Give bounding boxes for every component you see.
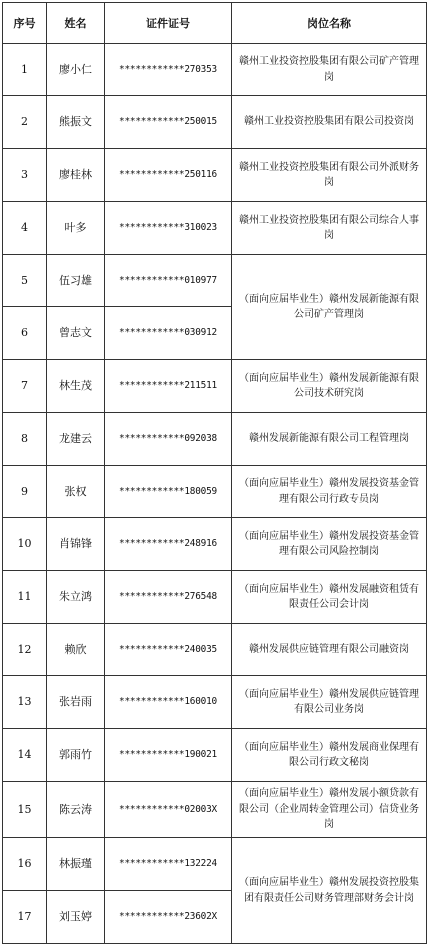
row-name: 廖桂林 <box>47 149 105 202</box>
table-header-row <box>3 3 427 44</box>
row-name: 张岩雨 <box>47 676 105 729</box>
row-no: 10 <box>3 518 47 571</box>
row-name: 朱立鸿 <box>47 571 105 624</box>
row-no: 11 <box>3 571 47 624</box>
row-id: ************190021 <box>105 729 232 782</box>
row-name: 肖锦锋 <box>47 518 105 571</box>
table-row <box>3 360 427 413</box>
table-row <box>3 782 427 838</box>
table-row <box>3 149 427 202</box>
row-id: ************310023 <box>105 202 232 255</box>
table-row <box>3 413 427 466</box>
table-row <box>3 676 427 729</box>
row-id: ************030912 <box>105 307 232 360</box>
row-name: 曾志文 <box>47 307 105 360</box>
row-id: ************250116 <box>105 149 232 202</box>
table-row <box>3 255 427 307</box>
row-no: 6 <box>3 307 47 360</box>
row-position: 赣州工业投资控股集团有限公司投资岗 <box>232 96 427 149</box>
row-no: 5 <box>3 255 47 307</box>
header-position: 岗位名称 <box>232 3 427 44</box>
row-id: ************270353 <box>105 44 232 96</box>
table-row <box>3 729 427 782</box>
row-position: 赣州工业投资控股集团有限公司外派财务岗 <box>232 149 427 202</box>
row-no: 17 <box>3 891 47 944</box>
row-no: 14 <box>3 729 47 782</box>
table-row <box>3 466 427 518</box>
row-id: ************250015 <box>105 96 232 149</box>
row-position: （面向应届毕业生）赣州发展新能源有限公司技术研究岗 <box>232 360 427 413</box>
row-id: ************02003X <box>105 782 232 838</box>
row-name: 刘玉婷 <box>47 891 105 944</box>
row-name: 廖小仁 <box>47 44 105 96</box>
row-no: 2 <box>3 96 47 149</box>
row-name: 林生茂 <box>47 360 105 413</box>
row-id: ************132224 <box>105 838 232 891</box>
row-name: 赖欣 <box>47 624 105 676</box>
table-row <box>3 624 427 676</box>
row-position: （面向应届毕业生）赣州发展融资租赁有限责任公司会计岗 <box>232 571 427 624</box>
header-name: 姓名 <box>47 3 105 44</box>
row-position: （面向应届毕业生）赣州发展新能源有限公司矿产管理岗 <box>232 255 427 360</box>
header-id: 证件证号 <box>105 3 232 44</box>
row-position: （面向应届毕业生）赣州发展投资基金管理有限公司行政专员岗 <box>232 466 427 518</box>
table-row <box>3 44 427 96</box>
table-row <box>3 838 427 891</box>
row-position: （面向应届毕业生）赣州发展小额贷款有限公司（企业周转金管理公司）信贷业务岗 <box>232 782 427 838</box>
row-position: 赣州工业投资控股集团有限公司综合人事岗 <box>232 202 427 255</box>
row-no: 15 <box>3 782 47 838</box>
table-row <box>3 96 427 149</box>
row-position: （面向应届毕业生）赣州发展商业保理有限公司行政文秘岗 <box>232 729 427 782</box>
row-id: ************211511 <box>105 360 232 413</box>
row-id: ************180059 <box>105 466 232 518</box>
row-no: 4 <box>3 202 47 255</box>
row-name: 林振瑾 <box>47 838 105 891</box>
table-row <box>3 202 427 255</box>
row-id: ************240035 <box>105 624 232 676</box>
row-name: 熊振文 <box>47 96 105 149</box>
row-name: 叶多 <box>47 202 105 255</box>
row-name: 龙建云 <box>47 413 105 466</box>
employee-table-sheet <box>2 2 426 940</box>
row-id: ************276548 <box>105 571 232 624</box>
table-row <box>3 518 427 571</box>
row-no: 8 <box>3 413 47 466</box>
row-name: 张权 <box>47 466 105 518</box>
row-no: 9 <box>3 466 47 518</box>
row-id: ************010977 <box>105 255 232 307</box>
row-position: 赣州发展新能源有限公司工程管理岗 <box>232 413 427 466</box>
row-no: 12 <box>3 624 47 676</box>
row-position: 赣州发展供应链管理有限公司融资岗 <box>232 624 427 676</box>
row-no: 13 <box>3 676 47 729</box>
row-no: 3 <box>3 149 47 202</box>
row-id: ************23602X <box>105 891 232 944</box>
header-no: 序号 <box>3 3 47 44</box>
row-id: ************248916 <box>105 518 232 571</box>
row-id: ************092038 <box>105 413 232 466</box>
row-no: 7 <box>3 360 47 413</box>
employee-table <box>2 2 427 944</box>
row-no: 1 <box>3 44 47 96</box>
row-position: （面向应届毕业生）赣州发展投资基金管理有限公司风险控制岗 <box>232 518 427 571</box>
row-position: （面向应届毕业生）赣州发展投资控股集团有限责任公司财务管理部财务会计岗 <box>232 838 427 944</box>
row-name: 郭雨竹 <box>47 729 105 782</box>
row-no: 16 <box>3 838 47 891</box>
table-row <box>3 571 427 624</box>
row-name: 伍习雄 <box>47 255 105 307</box>
row-position: （面向应届毕业生）赣州发展供应链管理有限公司业务岗 <box>232 676 427 729</box>
row-name: 陈云涛 <box>47 782 105 838</box>
row-position: 赣州工业投资控股集团有限公司矿产管理岗 <box>232 44 427 96</box>
row-id: ************160010 <box>105 676 232 729</box>
